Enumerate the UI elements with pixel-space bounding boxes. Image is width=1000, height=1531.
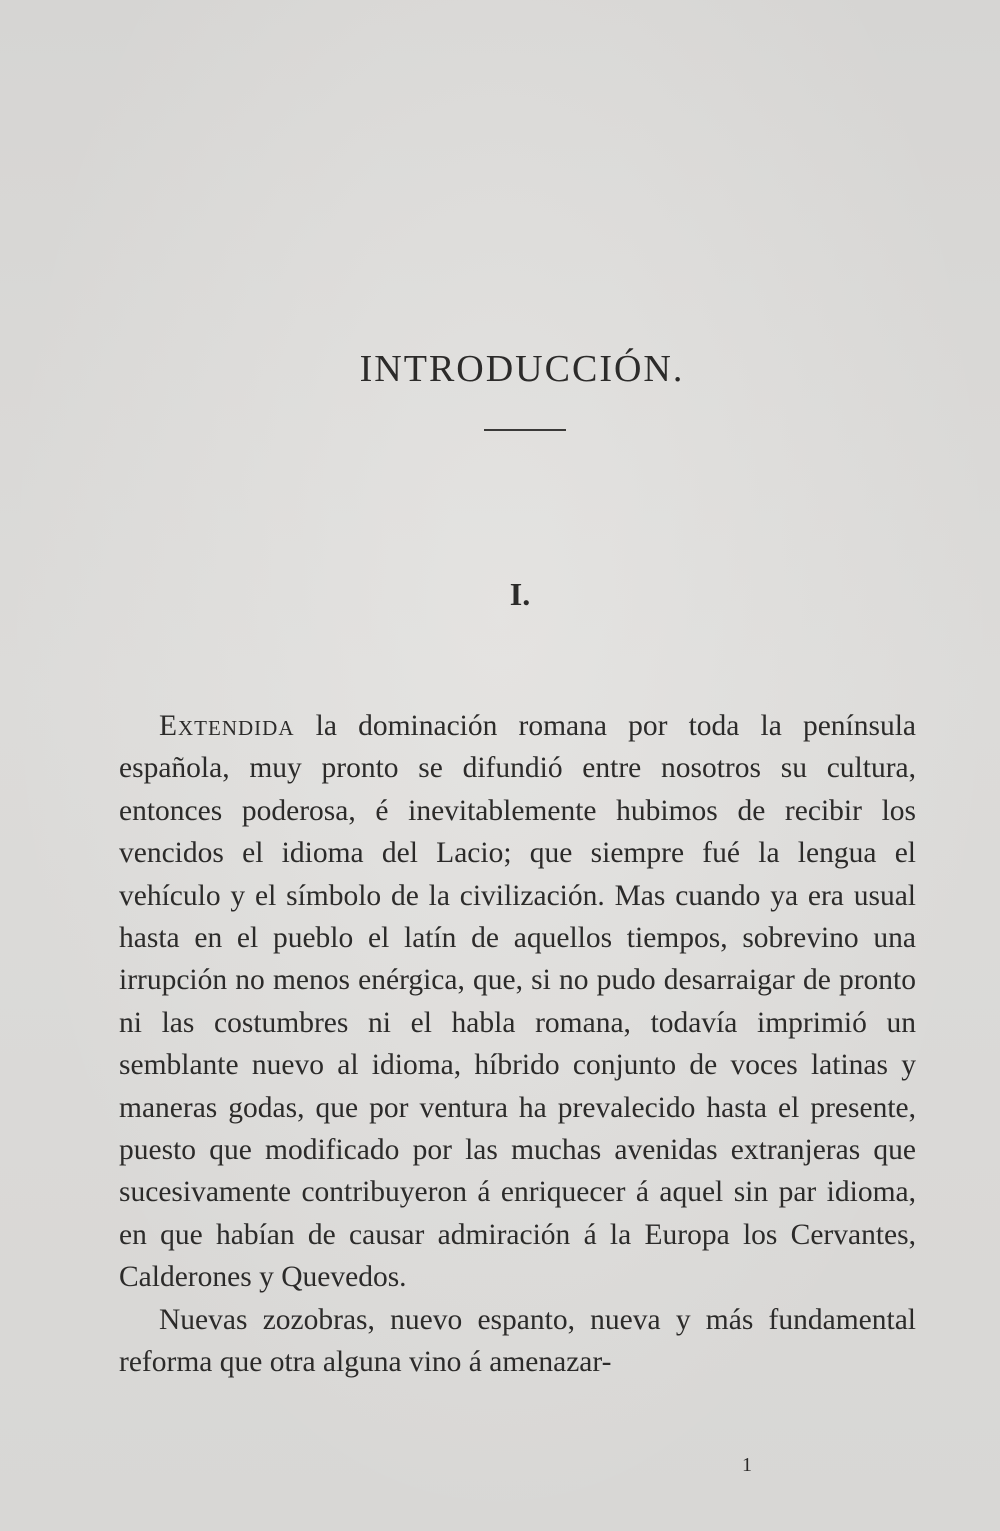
chapter-title: INTRODUCCIÓN. [359, 348, 685, 390]
paragraph-1-lead: Extendida [159, 710, 295, 742]
body-text [119, 705, 916, 1384]
paragraph-2: Nuevas zozobras, nuevo espanto, nueva y más fundamental reforma que otra alguna vino á amenazar- [119, 1303, 916, 1379]
paragraph-1-text: la dominación romana por toda la península española, muy pronto se difundió entre nosotros su cultura, entonces poderosa, é inevitablemente hubimos de recibir los vencidos el idioma del Lacio; que siempre fué la lengua el vehículo y el símbolo de la civilización. Mas cuando ya era usual hasta en el pueblo el latín de aquellos tiempos, sobrevino una irrupción no menos enérgica, que, si no pudo desarraigar de pronto ni las costumbres ni el habla romana, todavía imprimió un semblante nuevo al idioma, híbrido conjunto de voces latinas y maneras godas, que por ventura ha prevalecido hasta el presente, puesto que modificado por las muchas avenidas extranjeras que sucesivamente contribuyeron á enriquecer á aquel sin par idioma, en que habían de causar admiración á la Europa los Cervantes, Calderones y Quevedos. [119, 710, 916, 1294]
page-number: 1 [742, 1454, 752, 1476]
title-rule [484, 429, 566, 431]
paragraph-1 [119, 705, 916, 1299]
section-number: I. [509, 576, 531, 612]
